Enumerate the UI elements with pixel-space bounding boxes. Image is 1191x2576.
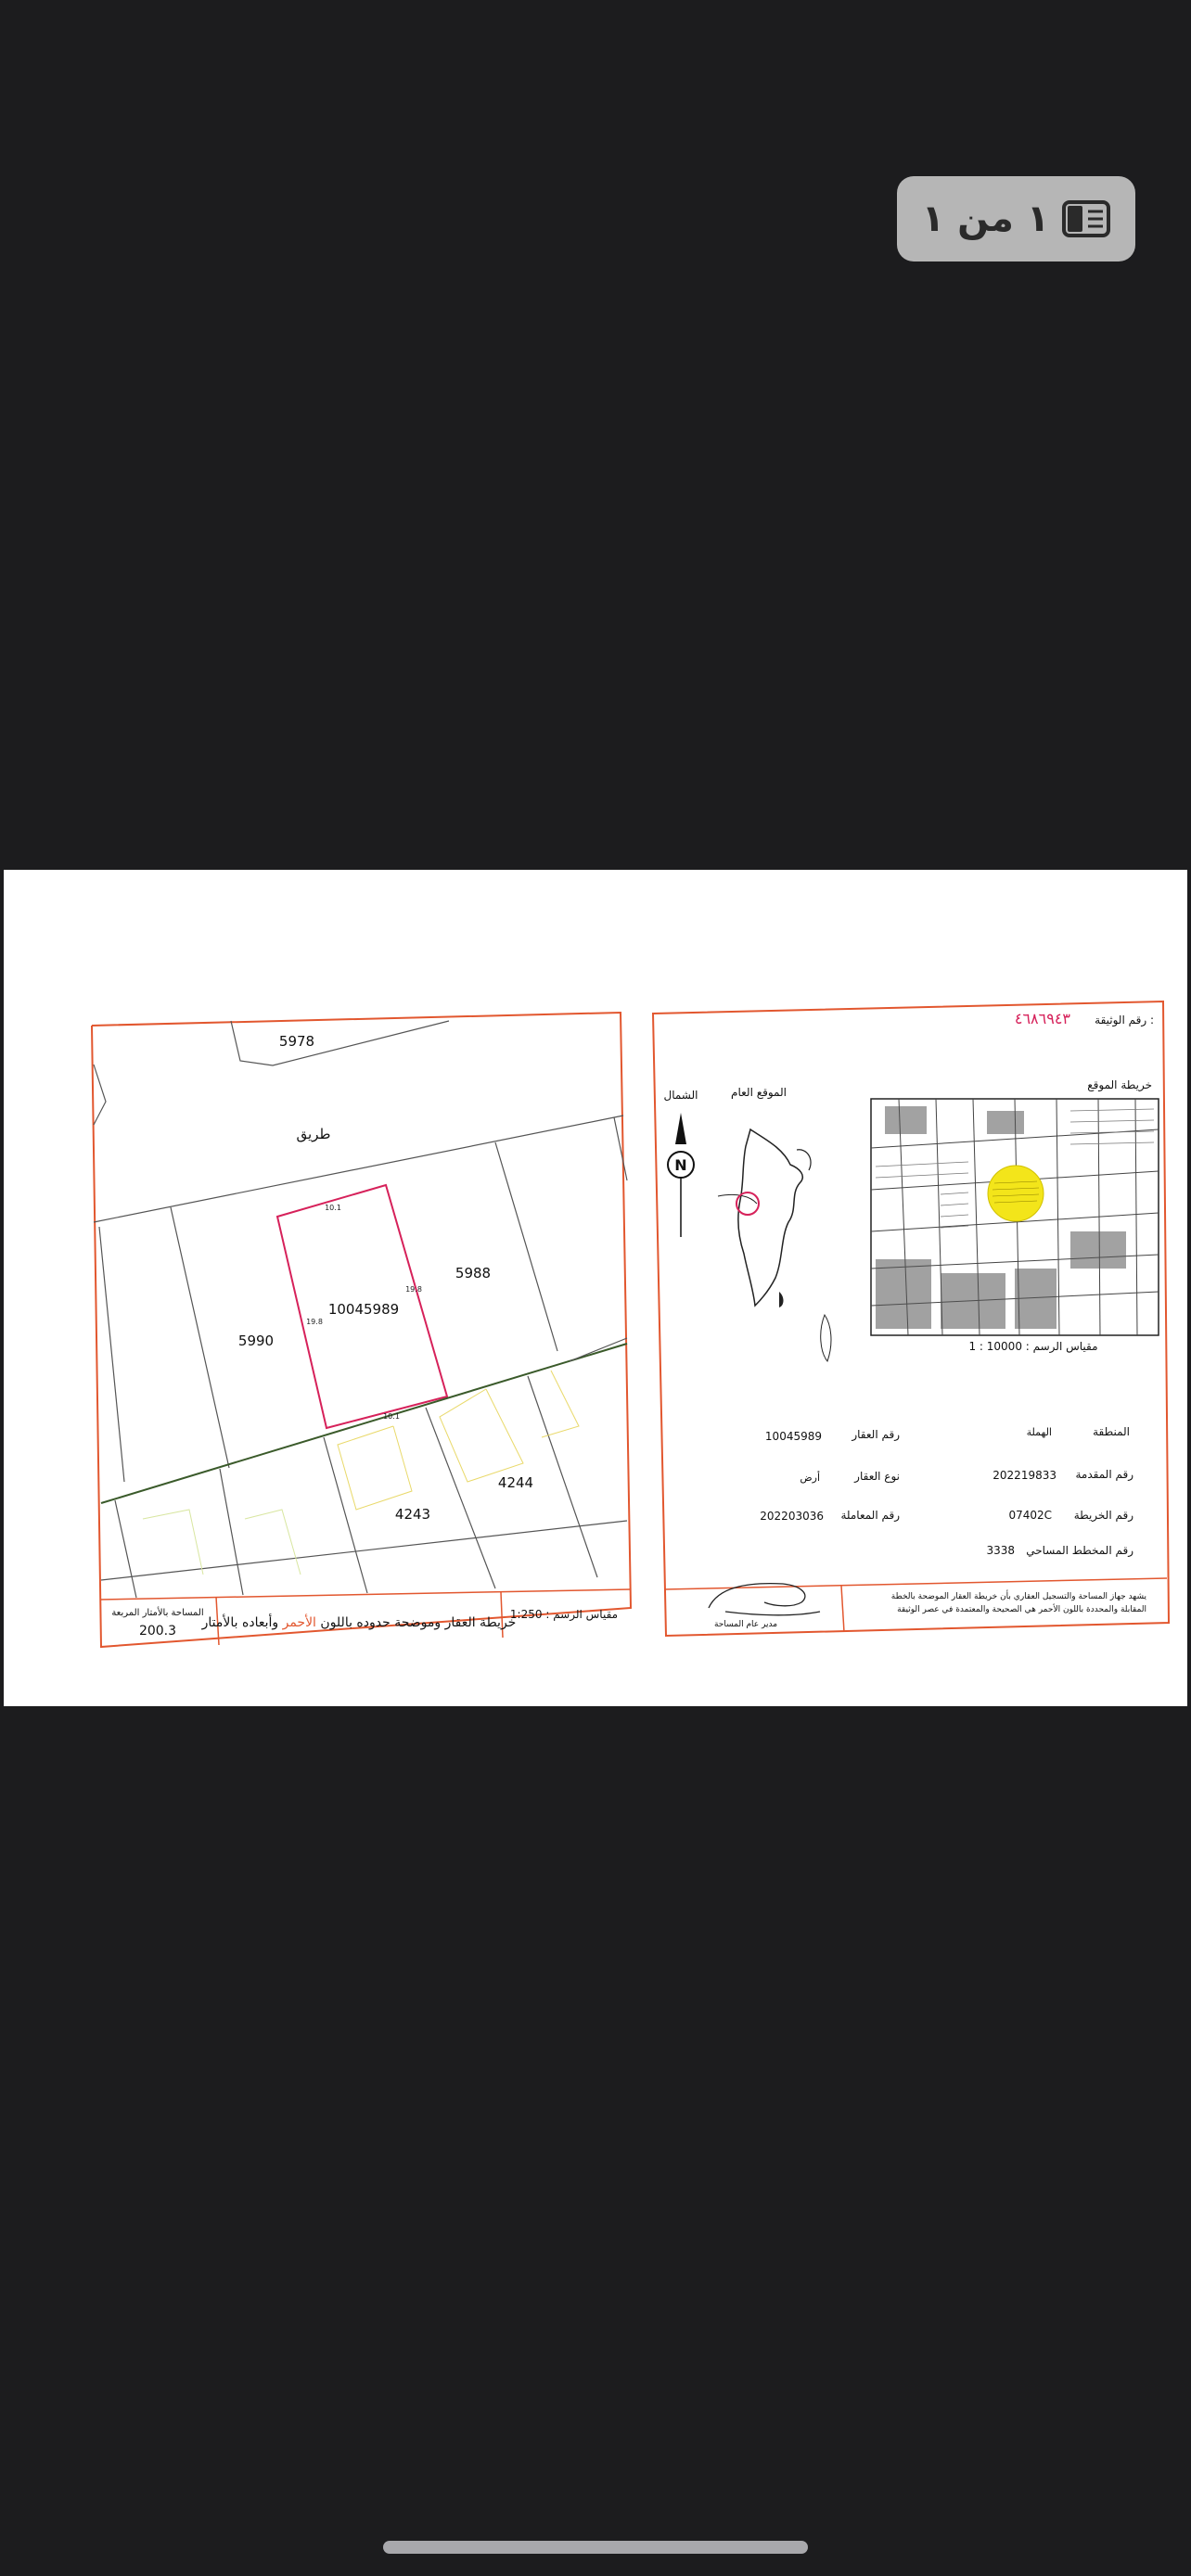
transaction-no-value: 202203036	[760, 1510, 824, 1523]
north-label: الشمال	[663, 1089, 698, 1102]
dimension-right: 19.8	[405, 1285, 422, 1294]
footer-area-value: 200.3	[138, 1624, 177, 1639]
subject-parcel-number: 10045989	[327, 1301, 400, 1318]
road-label: طريق	[296, 1126, 331, 1142]
survey-plan-label: رقم المخطط المساحي	[1026, 1544, 1133, 1557]
north-arrow-icon	[668, 1113, 694, 1237]
location-map-panel	[653, 1001, 1169, 1636]
footer-scale: مقياس الرسم : 1:250	[509, 1608, 619, 1621]
survey-document	[4, 870, 1187, 1706]
footer-title: خريطة العقار وموضحة حدوده باللون الأحمر وأبعاده بالأمتار	[201, 1615, 517, 1630]
page-count-label: ١ من ١	[921, 198, 1050, 240]
application-no-value: 202219833	[992, 1469, 1057, 1482]
aerial-location-map	[871, 1099, 1159, 1335]
location-scale: مقياس الرسم : 10000 : 1	[968, 1340, 1098, 1353]
general-location-label: الموقع العام	[731, 1086, 787, 1099]
svg-text:N: N	[674, 1156, 687, 1174]
property-type-value: أرض	[800, 1472, 820, 1484]
document-page[interactable]	[4, 870, 1187, 1706]
parcel-label-bottom-right: 4244	[497, 1474, 534, 1491]
dimension-left: 19.8	[306, 1318, 323, 1326]
survey-plan-value: 3338	[986, 1544, 1015, 1557]
sidebar-pages-icon	[1062, 200, 1110, 237]
transaction-no-label: رقم المعاملة	[840, 1509, 900, 1522]
country-outline-map	[718, 1129, 831, 1361]
map-no-label: رقم الخريطة	[1073, 1509, 1133, 1522]
parcel-label-bottom-left: 4243	[394, 1506, 431, 1523]
certification-text-2: المقابلة والمحددة باللون الأحمر هي الصحيحة والمعتمدة في عصر الوثيقة	[897, 1605, 1146, 1614]
doc-number-label: رقم الوثيقة :	[1095, 1014, 1154, 1027]
map-no-value: 07402C	[1008, 1509, 1052, 1522]
area-value: الهملة	[1026, 1426, 1052, 1438]
home-indicator[interactable]	[383, 2541, 808, 2554]
property-map-panel	[92, 1013, 631, 1647]
property-type-label: نوع العقار	[854, 1470, 900, 1483]
page-indicator[interactable]	[897, 176, 1135, 261]
certification-text-1: يشهد جهاز المساحة والتسجيل العقاري بأن خريطة العقار الموضحة بالخطة	[890, 1592, 1146, 1601]
location-map-title: خريطة الموقع	[1087, 1078, 1152, 1091]
application-no-label: رقم المقدمة	[1075, 1468, 1133, 1481]
doc-number-value: ٤٦٨٦٩٤٣	[1014, 1010, 1070, 1027]
parcel-label-right: 5988	[455, 1265, 492, 1282]
parcel-label-top: 5978	[278, 1033, 315, 1050]
parcel-label-left: 5990	[237, 1333, 275, 1349]
dimension-bottom: 10.1	[383, 1412, 400, 1421]
property-no-label: رقم العقار	[852, 1428, 900, 1441]
footer-area-label: المساحة بالأمتار المربعة	[111, 1608, 204, 1618]
property-no-value: 10045989	[764, 1430, 822, 1443]
dimension-top: 10.1	[325, 1204, 341, 1212]
signature-caption: مدير عام المساحة	[713, 1620, 778, 1629]
area-label: المنطقة	[1093, 1425, 1130, 1438]
